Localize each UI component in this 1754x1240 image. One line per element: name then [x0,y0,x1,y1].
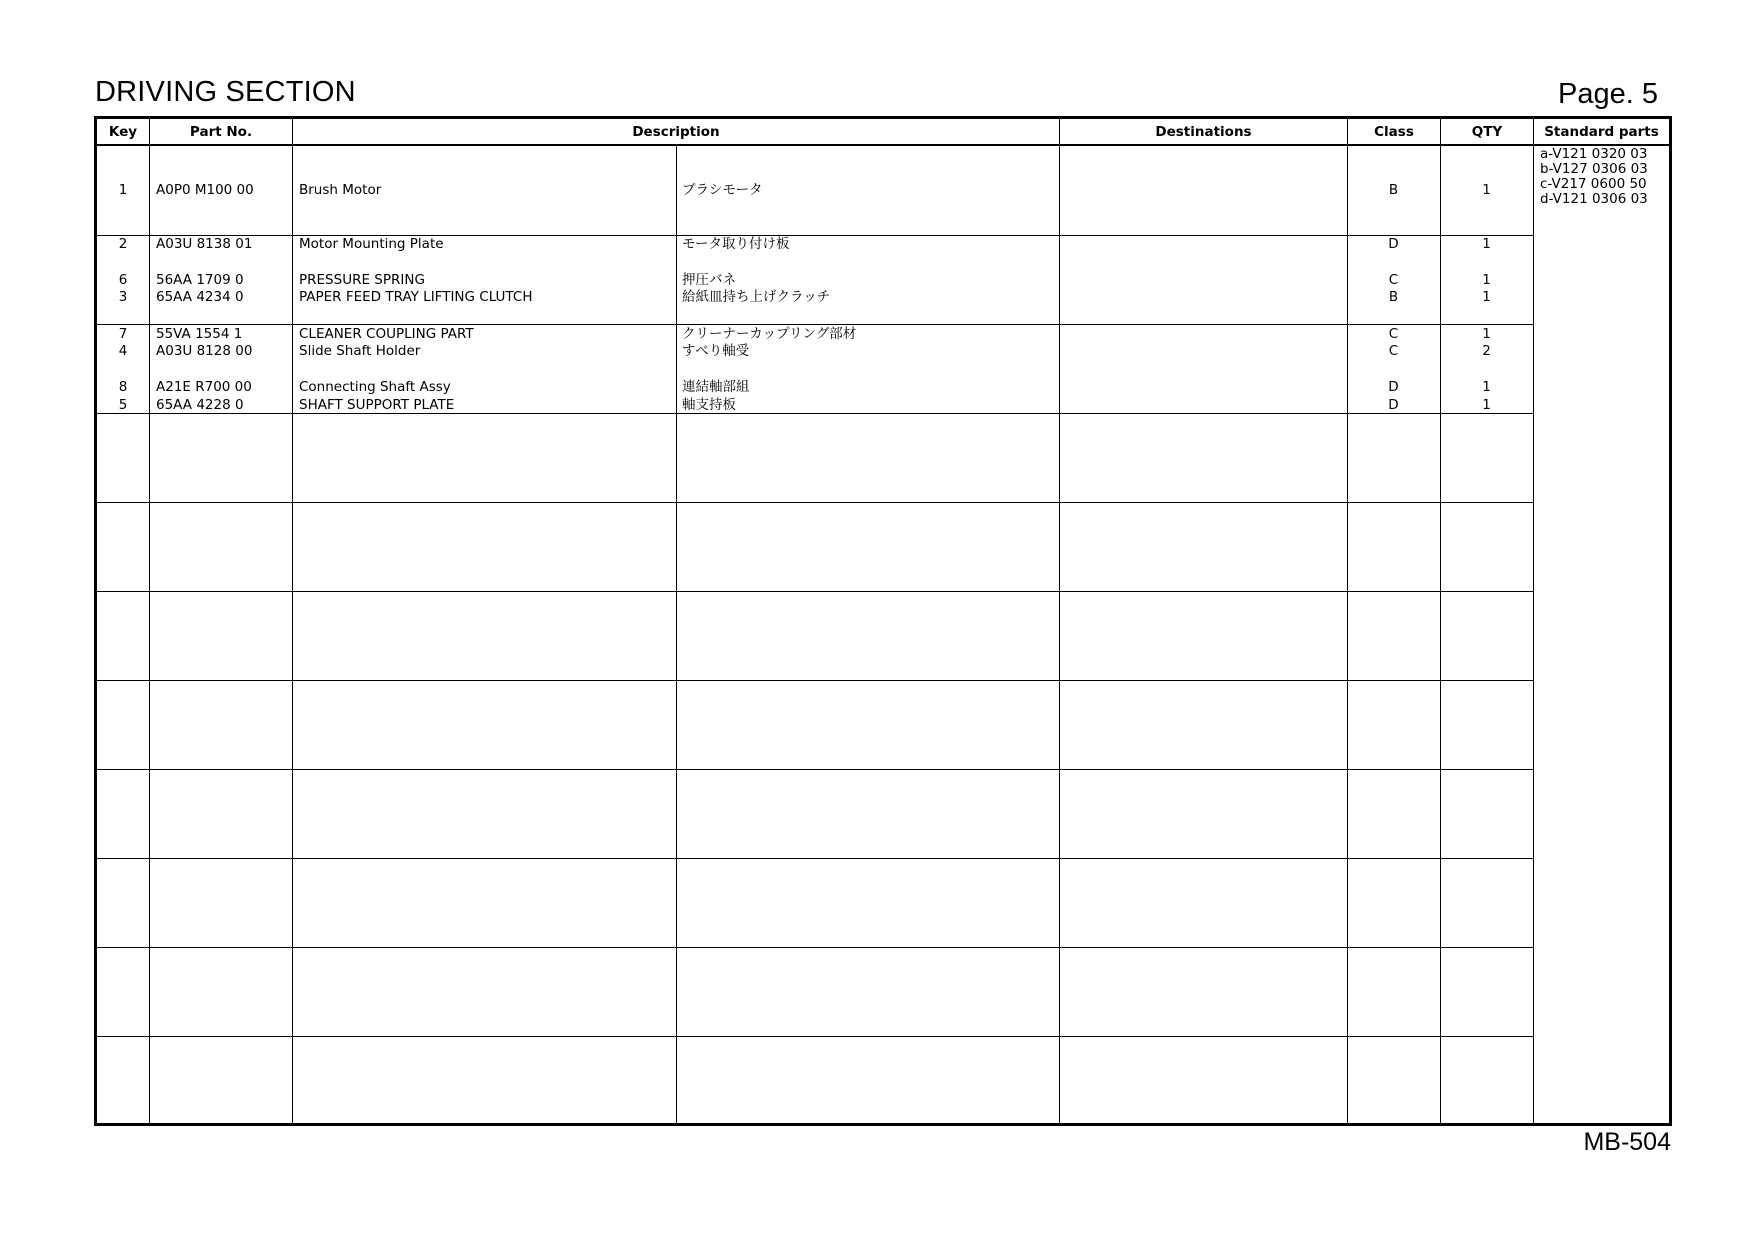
row-divider [97,858,1534,859]
table-cell: 3 [118,289,128,306]
table-cell: 1 [1482,181,1491,198]
table-cell: D [1388,379,1399,396]
table-cell: Motor Mounting Plate [299,235,444,252]
key-column [97,236,149,433]
description-jp-column [682,236,856,433]
page-number: Page. 5 [1558,78,1658,110]
section-title: DRIVING SECTION [95,76,356,108]
table-cell: A03U 8128 00 [156,342,253,359]
standard-part: d-V121 0306 03 [1540,191,1648,207]
table-cell: A21E R700 00 [156,379,252,396]
table-cell: CLEANER COUPLING PART [299,325,474,342]
table-cell: 65AA 4234 0 [156,289,244,306]
table-cell: 1 [1482,289,1491,306]
table-cell: 軸支持板 [682,396,736,413]
table-cell: 押圧バネ [682,271,736,288]
table-cell: 55VA 1554 1 [156,325,243,342]
table-cell: 1 [1482,396,1491,413]
table-cell: 5 [118,396,128,413]
table-cell: Brush Motor [299,181,382,198]
grid-line [1533,119,1534,1123]
table-cell: 1 [1482,325,1491,342]
table-cell: C [1388,342,1399,359]
table-cell: モータ取り付け板 [682,235,790,252]
table-cell: 7 [118,325,128,342]
table-cell: 4 [118,342,128,359]
grid-line [1059,119,1060,1123]
table-cell: A03U 8138 01 [156,235,253,252]
standard-part: c-V217 0600 50 [1540,176,1647,192]
table-cell: B [1388,289,1399,306]
table-cell: 1 [1482,235,1491,252]
row-divider [97,769,1534,770]
row-divider [97,947,1534,948]
grid-line [292,119,293,1123]
standard-part: b-V127 0306 03 [1540,161,1648,177]
qty-column [1440,236,1533,433]
table-cell: 1 [1482,271,1491,288]
table-cell: Slide Shaft Holder [299,342,421,359]
table-cell: B [1388,181,1399,198]
grid-line [676,146,677,1123]
standard-part: a-V121 0320 03 [1540,146,1648,162]
header-class: Class [1348,119,1441,146]
table-cell: 2 [1482,342,1491,359]
table-cell: C [1388,325,1399,342]
row-divider [97,680,1534,681]
parts-table [94,116,1672,1126]
row-divider [97,591,1534,592]
table-cell: D [1388,235,1399,252]
table-cell: 8 [118,379,128,396]
table-cell: クリーナーカップリング部材 [682,325,857,342]
table-cell: Connecting Shaft Assy [299,379,451,396]
table-cell: A0P0 M100 00 [156,181,254,198]
header-destinations: Destinations [1060,119,1348,146]
header-part-no: Part No. [150,119,293,146]
row-divider [97,502,1534,503]
grid-line [149,119,150,1123]
table-cell: C [1388,271,1399,288]
row-divider [97,1036,1534,1037]
model-number: MB-504 [1583,1128,1671,1156]
header-qty: QTY [1441,119,1534,146]
table-cell: 1 [118,181,128,198]
table-cell: 1 [1482,379,1491,396]
table-cell: 56AA 1709 0 [156,271,244,288]
table-cell: すべり軸受 [682,342,750,359]
table-cell: 連結軸部組 [682,379,750,396]
standard-parts-list [1540,147,1670,207]
table-cell: PAPER FEED TRAY LIFTING CLUTCH [299,289,533,306]
part-no-column [156,236,252,433]
header-standard-parts: Standard parts [1534,119,1669,146]
table-cell: 2 [118,235,128,252]
class-column [1347,236,1440,433]
table-cell: PRESSURE SPRING [299,271,425,288]
table-cell: 6 [118,271,128,288]
table-cell: 65AA 4228 0 [156,396,244,413]
table-cell: ブラシモータ [682,181,763,198]
table-cell: D [1388,396,1399,413]
header-key: Key [97,119,150,146]
description-en-column [299,236,474,433]
table-cell: SHAFT SUPPORT PLATE [299,396,455,413]
table-cell: 給紙皿持ち上げクラッチ [682,289,831,306]
header-description: Description [293,119,1060,146]
